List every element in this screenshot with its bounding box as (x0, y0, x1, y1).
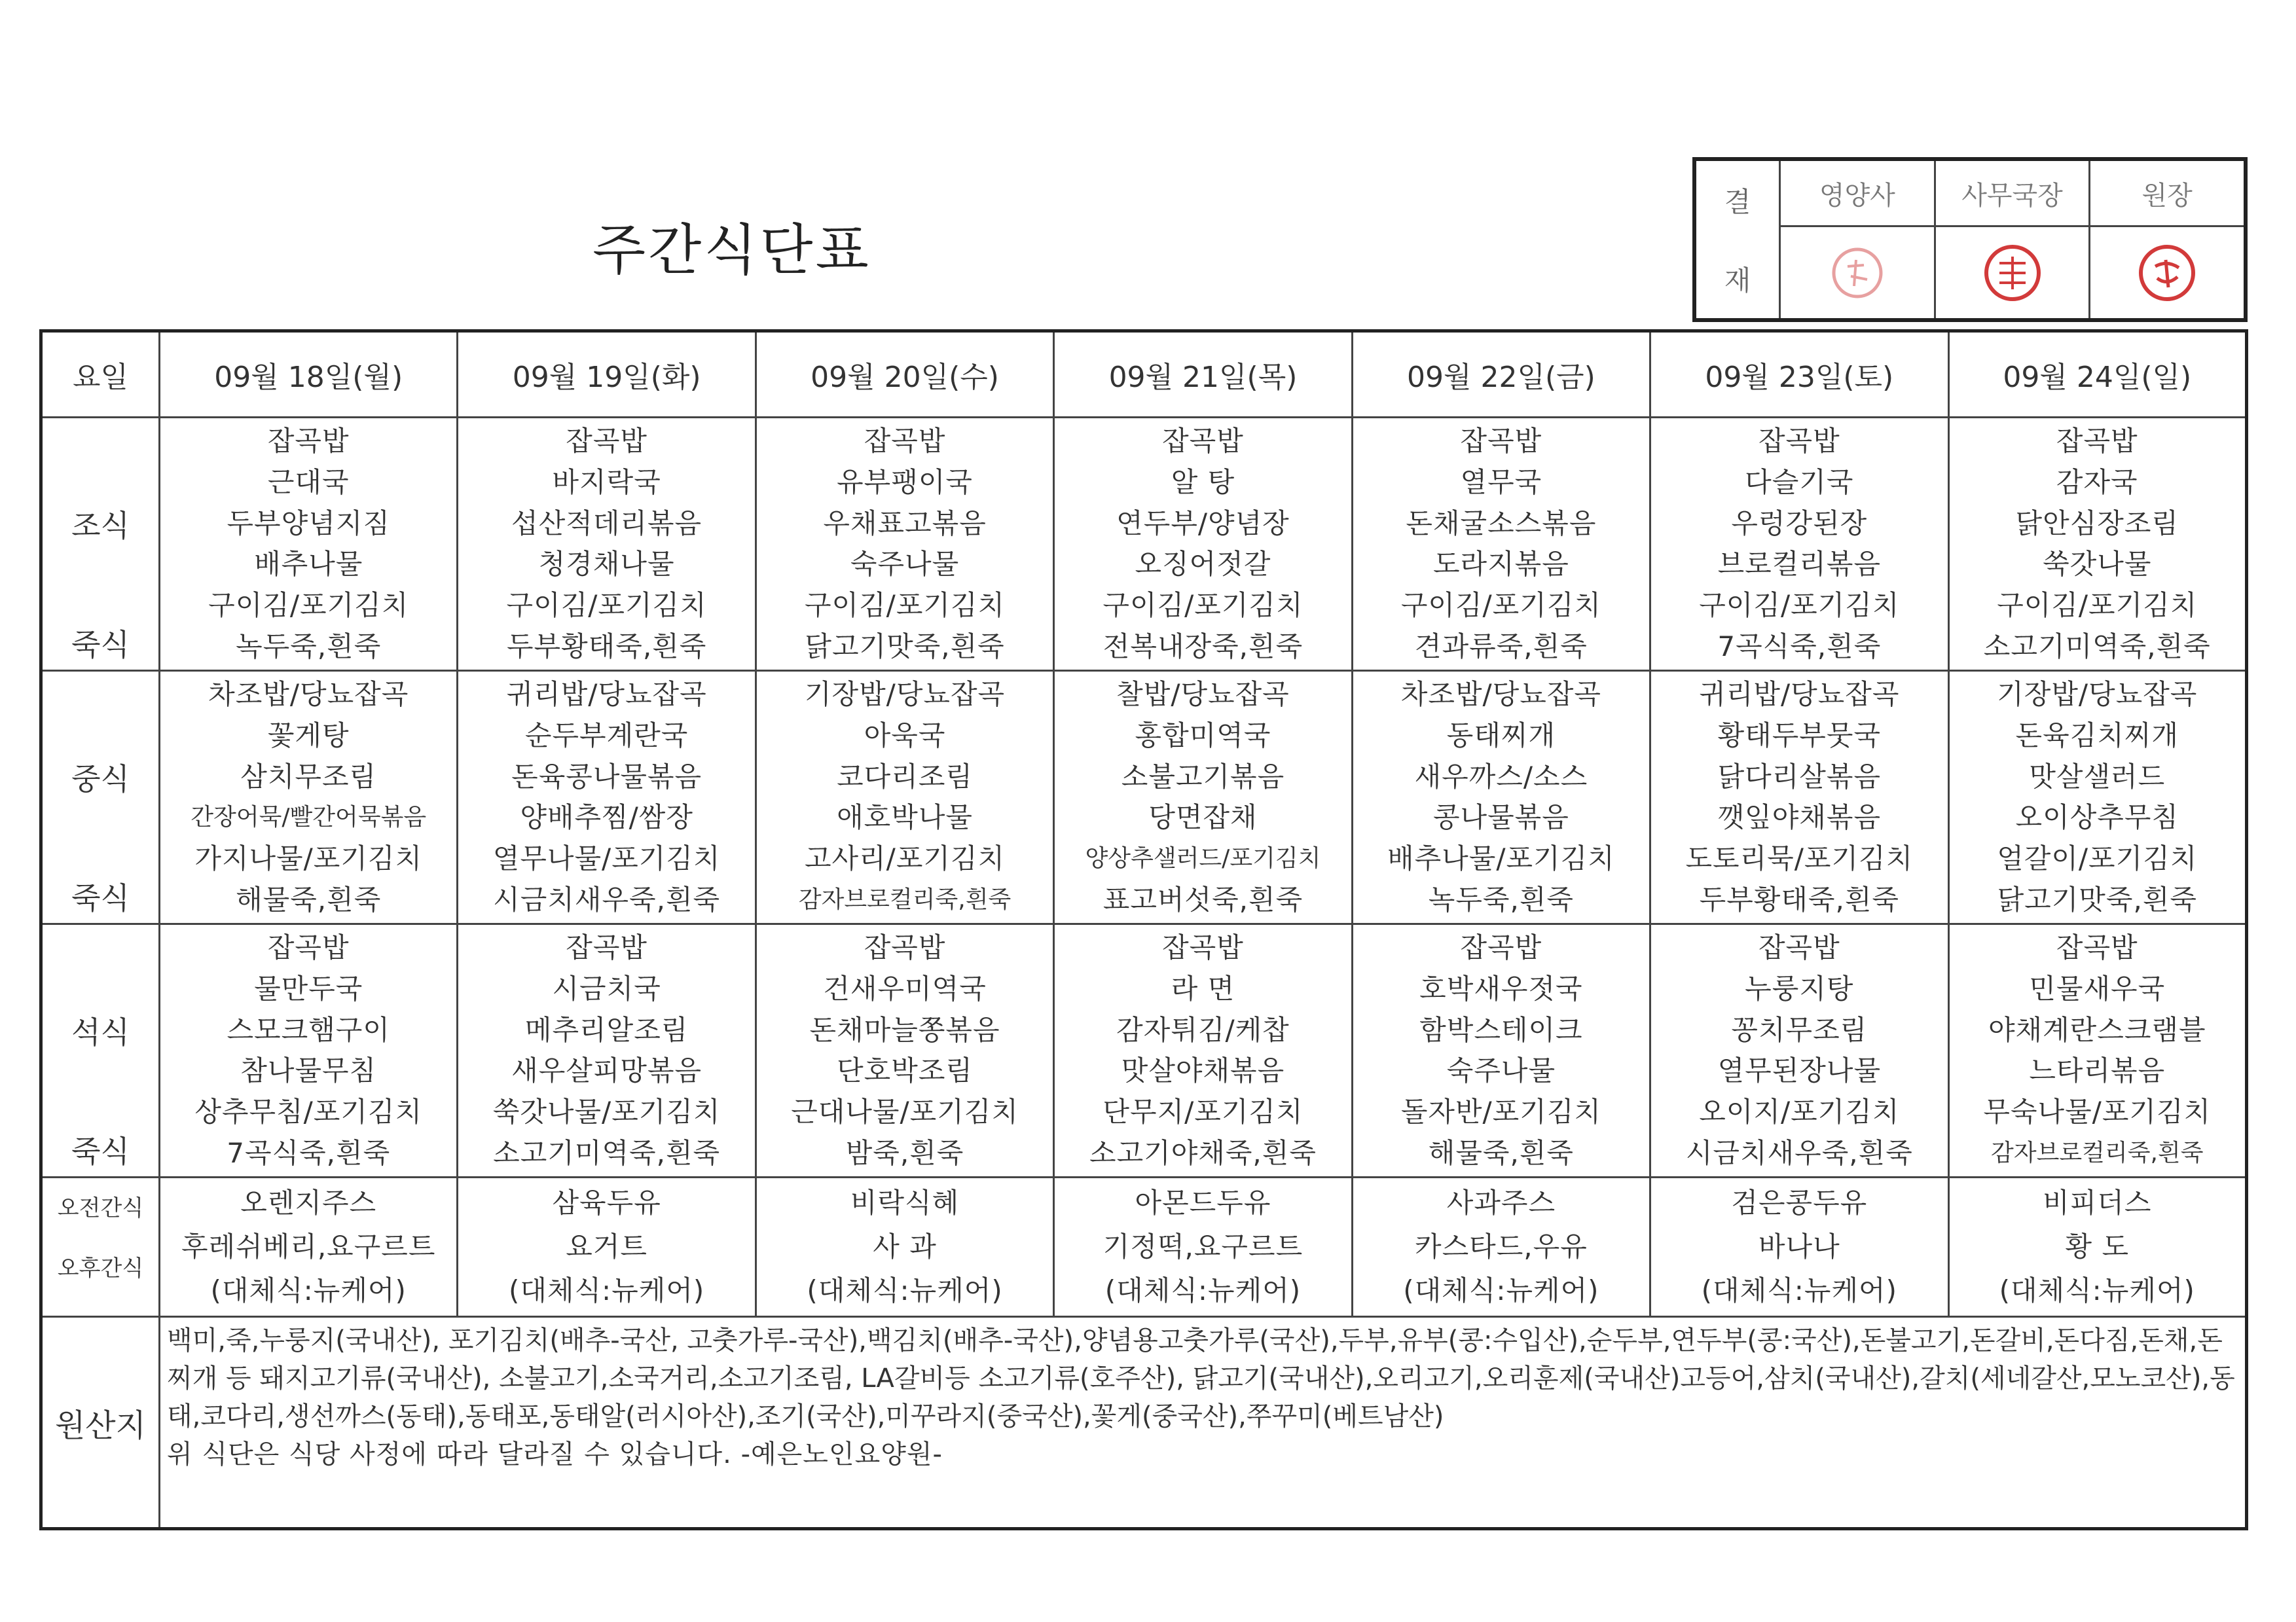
snack-am-item: 검은콩두유 (1731, 1187, 1868, 1219)
menu-item: 닭안심장조림 (2015, 507, 2179, 539)
menu-item: 잡곡밥 (1460, 425, 1542, 457)
snack-pm-item: 요거트 (566, 1231, 647, 1263)
menu-cell (160, 671, 458, 924)
menu-item: 누룽지탕 (1745, 972, 1854, 1005)
menu-cell (160, 924, 458, 1178)
menu-item: 유부팽이국 (837, 465, 973, 498)
menu-cell (1054, 671, 1352, 924)
menu-item: 숙주나물 (1446, 1054, 1556, 1087)
menu-item: 단호박조림 (837, 1054, 973, 1087)
menu-cell (1948, 924, 2246, 1178)
seal-stamp-icon (1980, 240, 2045, 306)
menu-item: 돈육콩나물볶음 (511, 760, 702, 793)
menu-item: 잡곡밥 (1758, 425, 1840, 457)
menu-item: 잡곡밥 (1460, 931, 1542, 964)
menu-item: 상추무침/포기김치 (194, 1096, 423, 1128)
menu-item: 구이김/포기김치 (506, 589, 707, 622)
menu-item: 얼갈이/포기김치 (1997, 842, 2198, 875)
porridge-item: 해물죽,흰죽 (1428, 1136, 1574, 1169)
menu-item: 돈채마늘쫑볶음 (809, 1013, 1000, 1046)
menu-item: 황태두부뭇국 (1717, 719, 1882, 751)
porridge-item: 해물죽,흰죽 (236, 883, 382, 916)
meal-row-lunch (41, 671, 2247, 924)
snack-pm-item: 기정떡,요구르트 (1102, 1231, 1303, 1263)
meal-sub-label: 죽식 (71, 1134, 130, 1169)
meal-label: 중식 (71, 761, 130, 797)
approval-role: 영양사 (1781, 161, 1934, 227)
menu-item: 당면잡채 (1148, 801, 1258, 834)
menu-item: 순두부계란국 (524, 719, 689, 751)
menu-cell (756, 418, 1053, 671)
porridge-item: 7곡식죽,흰죽 (227, 1136, 391, 1169)
menu-cell (1948, 418, 2246, 671)
menu-cell (1352, 418, 1650, 671)
porridge-item: 밤죽,흰죽 (845, 1136, 964, 1169)
snack-am-item: 아몬드두유 (1135, 1187, 1271, 1219)
meal-sub-label: 죽식 (71, 627, 130, 662)
menu-item: 깻잎야채볶음 (1717, 801, 1882, 834)
menu-item: 코다리조림 (837, 760, 973, 793)
snack-pm-label: 오후간식 (57, 1255, 144, 1282)
menu-item: 잡곡밥 (267, 931, 350, 964)
snack-cell (1650, 1178, 1948, 1317)
menu-item: 도토리묵/포기김치 (1685, 842, 1914, 875)
menu-cell (1352, 671, 1650, 924)
menu-item: 구이김/포기김치 (1997, 589, 2198, 622)
meal-label-cell (41, 924, 160, 1178)
menu-item: 애호박나물 (837, 801, 973, 834)
menu-cell (1650, 418, 1948, 671)
menu-item: 맛살야채볶음 (1121, 1054, 1285, 1087)
meal-row-dinner (41, 924, 2247, 1178)
menu-item: 연두부/양념장 (1116, 507, 1290, 539)
day-header: 09월 21일(목) (1054, 331, 1352, 418)
approval-label-top: 결 (1724, 186, 1751, 218)
menu-item: 돈육김치찌개 (2015, 719, 2179, 751)
approval-role: 사무국장 (1936, 161, 2089, 227)
menu-cell (1650, 671, 1948, 924)
porridge-item: 소고기야채죽,흰죽 (1089, 1136, 1317, 1169)
menu-item: 잡곡밥 (566, 425, 647, 457)
menu-item: 도라지볶음 (1432, 548, 1569, 581)
approval-role: 원장 (2090, 161, 2244, 227)
day-header: 09월 20일(수) (756, 331, 1053, 418)
menu-cell (458, 671, 756, 924)
menu-item: 쑥갓나물 (2043, 548, 2152, 581)
porridge-item: 녹두죽,흰죽 (236, 630, 382, 662)
menu-item: 꽃게탕 (267, 719, 350, 751)
snack-pm-item: 사 과 (873, 1231, 937, 1263)
menu-item: 섭산적데리볶음 (511, 507, 702, 539)
porridge-item: 두부황태죽,흰죽 (1699, 883, 1899, 916)
snack-substitute-item: (대체식:뉴케어) (210, 1274, 407, 1307)
snack-substitute-item: (대체식:뉴케어) (508, 1274, 705, 1307)
snack-cell (1948, 1178, 2246, 1317)
menu-item: 바지락국 (552, 465, 661, 498)
snack-pm-item: 카스타드,우유 (1415, 1231, 1588, 1263)
menu-item: 근대나물/포기김치 (791, 1096, 1019, 1128)
snack-am-item: 삼육두유 (552, 1187, 661, 1219)
snack-cell (1352, 1178, 1650, 1317)
approval-col-head (2090, 161, 2244, 318)
menu-item: 오이상추무침 (2015, 801, 2179, 834)
menu-item: 야채계란스크램블 (1988, 1013, 2206, 1046)
menu-item: 무숙나물/포기김치 (1983, 1096, 2212, 1128)
menu-cell (458, 924, 756, 1178)
seal-stamp-icon (1825, 240, 1890, 306)
snack-pm-item: 후레쉬베리,요구르트 (181, 1231, 436, 1263)
menu-item: 고사리/포기김치 (804, 842, 1006, 875)
menu-item: 감자국 (2056, 465, 2138, 498)
menu-cell (160, 418, 458, 671)
snack-label-cell (41, 1178, 160, 1317)
meal-label-cell (41, 671, 160, 924)
snack-substitute-item: (대체식:뉴케어) (1104, 1274, 1302, 1307)
menu-item: 아욱국 (864, 719, 946, 751)
snack-cell (160, 1178, 458, 1317)
menu-item: 양상추샐러드/포기김치 (1085, 845, 1321, 873)
menu-item: 새우까스/소스 (1414, 760, 1588, 793)
menu-item: 알 탕 (1171, 465, 1235, 498)
meal-row-breakfast (41, 418, 2247, 671)
page-title: 주간식단표 (592, 218, 871, 282)
menu-item: 차조밥/당뇨잡곡 (1400, 678, 1601, 710)
porridge-item: 감자브로컬리죽,흰죽 (798, 886, 1011, 913)
meal-label: 조식 (71, 508, 130, 543)
weekly-menu-table (39, 329, 2248, 1530)
menu-item: 민물새우국 (2029, 972, 2166, 1005)
menu-item: 귀리밥/당뇨잡곡 (1699, 678, 1900, 710)
approval-col-nutritionist (1781, 161, 1936, 318)
menu-item: 잡곡밥 (566, 931, 647, 964)
menu-item: 오이지/포기김치 (1699, 1096, 1900, 1128)
snack-row (41, 1178, 2247, 1317)
menu-item: 새우살피망볶음 (511, 1054, 702, 1087)
menu-item: 간장어묵/빨간어묵볶음 (191, 804, 427, 831)
menu-item: 열무된장나물 (1717, 1054, 1882, 1087)
menu-cell (1650, 924, 1948, 1178)
snack-substitute-item: (대체식:뉴케어) (1701, 1274, 1897, 1307)
menu-item: 꽁치무조림 (1731, 1013, 1868, 1046)
menu-item: 구이김/포기김치 (1400, 589, 1601, 622)
menu-cell (1948, 671, 2246, 924)
porridge-item: 소고기미역죽,흰죽 (493, 1136, 721, 1169)
menu-item: 찰밥/당뇨잡곡 (1116, 678, 1290, 710)
menu-item: 우렁강된장 (1731, 507, 1868, 539)
menu-item: 잡곡밥 (267, 425, 350, 457)
menu-item: 오징어젓갈 (1135, 548, 1271, 581)
menu-item: 두부양념지짐 (227, 507, 390, 539)
menu-item: 홍합미역국 (1135, 719, 1271, 751)
snack-pm-item: 바나나 (1758, 1231, 1840, 1263)
meal-label: 석식 (71, 1015, 130, 1050)
menu-item: 구이김/포기김치 (804, 589, 1006, 622)
snack-am-item: 비락식혜 (850, 1187, 960, 1219)
menu-item: 구이김/포기김치 (1699, 589, 1900, 622)
approval-label-bottom: 재 (1724, 264, 1751, 297)
menu-item: 잡곡밥 (1758, 931, 1840, 964)
menu-item: 건새우미역국 (823, 972, 987, 1005)
snack-am-item: 오렌지주스 (240, 1187, 377, 1219)
snack-am-item: 비피더스 (2043, 1187, 2152, 1219)
menu-notice: 위 식단은 식당 사정에 따라 달라질 수 있습니다. -예은노인요양원- (167, 1439, 943, 1469)
porridge-item: 닭고기맛죽,흰죽 (805, 630, 1005, 662)
snack-substitute-item: (대체식:뉴케어) (807, 1274, 1003, 1307)
menu-item: 양배추찜/쌈장 (520, 801, 693, 834)
menu-item: 열무나물/포기김치 (492, 842, 721, 875)
menu-item: 콩나물볶음 (1432, 801, 1569, 834)
menu-item: 참나물무침 (240, 1054, 377, 1087)
menu-cell (1054, 418, 1352, 671)
porridge-item: 시금치새우죽,흰죽 (1685, 1136, 1913, 1169)
menu-item: 잡곡밥 (1162, 931, 1244, 964)
menu-item: 닭다리살볶음 (1717, 760, 1882, 793)
menu-item: 우채표고볶음 (823, 507, 987, 539)
snack-pm-item: 황 도 (2065, 1231, 2130, 1263)
snack-cell (458, 1178, 756, 1317)
menu-item: 잡곡밥 (864, 425, 946, 457)
menu-item: 시금치국 (552, 972, 661, 1005)
meal-sub-label: 죽식 (71, 880, 130, 916)
porridge-item: 견과류죽,흰죽 (1415, 630, 1588, 662)
snack-am-item: 사과주스 (1446, 1187, 1556, 1219)
origin-row (41, 1317, 2247, 1529)
menu-item: 배추나물 (254, 548, 363, 581)
menu-item: 귀리밥/당뇨잡곡 (506, 678, 707, 710)
menu-item: 쑥갓나물/포기김치 (492, 1096, 721, 1128)
menu-item: 메추리알조림 (524, 1013, 689, 1046)
porridge-item: 녹두죽,흰죽 (1428, 883, 1574, 916)
porridge-item: 소고기미역죽,흰죽 (1983, 630, 2211, 662)
menu-item: 가지나물/포기김치 (194, 842, 423, 875)
porridge-item: 두부황태죽,흰죽 (506, 630, 707, 662)
approval-side-label (1696, 161, 1781, 318)
porridge-item: 7곡식죽,흰죽 (1717, 630, 1882, 662)
seal-stamp-icon (2134, 240, 2200, 306)
menu-item: 함박스테이크 (1419, 1013, 1583, 1046)
day-header: 09월 22일(금) (1352, 331, 1650, 418)
menu-item: 배추나물/포기김치 (1387, 842, 1615, 875)
menu-item: 기장밥/당뇨잡곡 (804, 678, 1006, 710)
header-row (41, 331, 2247, 418)
menu-item: 잡곡밥 (2056, 425, 2138, 457)
menu-item: 느타리볶음 (2029, 1054, 2166, 1087)
approval-col-director (1936, 161, 2091, 318)
origin-text: 백미,죽,누룽지(국내산), 포기김치(배추-국산, 고춧가루-국산),백김치(배추-국산),양념용고춧가루(국산),두부,유부(콩:수입산),순두부,연두부(콩:국산),돈불고기,돈갈비,돈다짐,돈채,돈찌개 등 돼지고기류(국내산), 소불고기,소국거리,소고기조림, LA갈비등 소고기류(호주산), 닭고기(국내산),오리고기,오리훈제(국내산)고등어,삼치(국내산),갈치(세네갈산,모노코산),동태,코다리,생선까스(동태),동태포,동태알(러시아산),조기(국산),미꾸라지(중국산),꽃게(중국산),쭈꾸미(베트남산) (167, 1325, 2235, 1432)
menu-cell (1352, 924, 1650, 1178)
origin-label: 원산지 (41, 1317, 160, 1529)
menu-item: 맛살샐러드 (2029, 760, 2166, 793)
menu-item: 돌자반/포기김치 (1400, 1096, 1601, 1128)
menu-cell (756, 671, 1053, 924)
porridge-item: 시금치새우죽,흰죽 (493, 883, 721, 916)
menu-item: 구이김/포기김치 (208, 589, 409, 622)
menu-item: 구이김/포기김치 (1102, 589, 1303, 622)
menu-item: 감자튀김/케찹 (1116, 1013, 1290, 1046)
menu-item: 호박새우젓국 (1419, 972, 1583, 1005)
snack-am-label: 오전간식 (57, 1195, 144, 1221)
menu-item: 브로컬리볶음 (1717, 548, 1882, 581)
menu-item: 기장밥/당뇨잡곡 (1997, 678, 2198, 710)
menu-item: 근대국 (267, 465, 350, 498)
menu-item: 스모크햄구이 (227, 1013, 390, 1046)
menu-item: 잡곡밥 (2056, 931, 2138, 964)
snack-substitute-item: (대체식:뉴케어) (1999, 1274, 2195, 1307)
menu-item: 라 면 (1171, 972, 1235, 1005)
menu-item: 잡곡밥 (1162, 425, 1244, 457)
meal-label-cell (41, 418, 160, 671)
menu-item: 열무국 (1460, 465, 1542, 498)
porridge-item: 닭고기맛죽,흰죽 (1997, 883, 2197, 916)
menu-item: 단무지/포기김치 (1102, 1096, 1303, 1128)
porridge-item: 감자브로컬리죽,흰죽 (1991, 1139, 2204, 1166)
snack-substitute-item: (대체식:뉴케어) (1403, 1274, 1599, 1307)
menu-item: 잡곡밥 (864, 931, 946, 964)
menu-item: 동태찌개 (1446, 719, 1556, 751)
menu-cell (756, 924, 1053, 1178)
menu-item: 청경채나물 (538, 548, 675, 581)
day-header: 09월 18일(월) (160, 331, 458, 418)
day-label: 요일 (41, 331, 160, 418)
menu-item: 차조밥/당뇨잡곡 (208, 678, 409, 710)
menu-item: 삼치무조림 (240, 760, 377, 793)
menu-item: 돈채굴소스볶음 (1406, 507, 1597, 539)
menu-cell (458, 418, 756, 671)
porridge-item: 표고버섯죽,흰죽 (1102, 883, 1303, 916)
porridge-item: 전복내장죽,흰죽 (1102, 630, 1303, 662)
menu-item: 소불고기볶음 (1121, 760, 1285, 793)
day-header: 09월 23일(토) (1650, 331, 1948, 418)
snack-cell (756, 1178, 1053, 1317)
origin-info-cell (160, 1317, 2247, 1529)
day-header: 09월 24일(일) (1948, 331, 2246, 418)
approval-box (1692, 157, 2248, 322)
menu-item: 다슬기국 (1745, 465, 1854, 498)
snack-cell (1054, 1178, 1352, 1317)
menu-item: 숙주나물 (850, 548, 960, 581)
day-header: 09월 19일(화) (458, 331, 756, 418)
menu-cell (1054, 924, 1352, 1178)
menu-item: 물만두국 (254, 972, 363, 1005)
